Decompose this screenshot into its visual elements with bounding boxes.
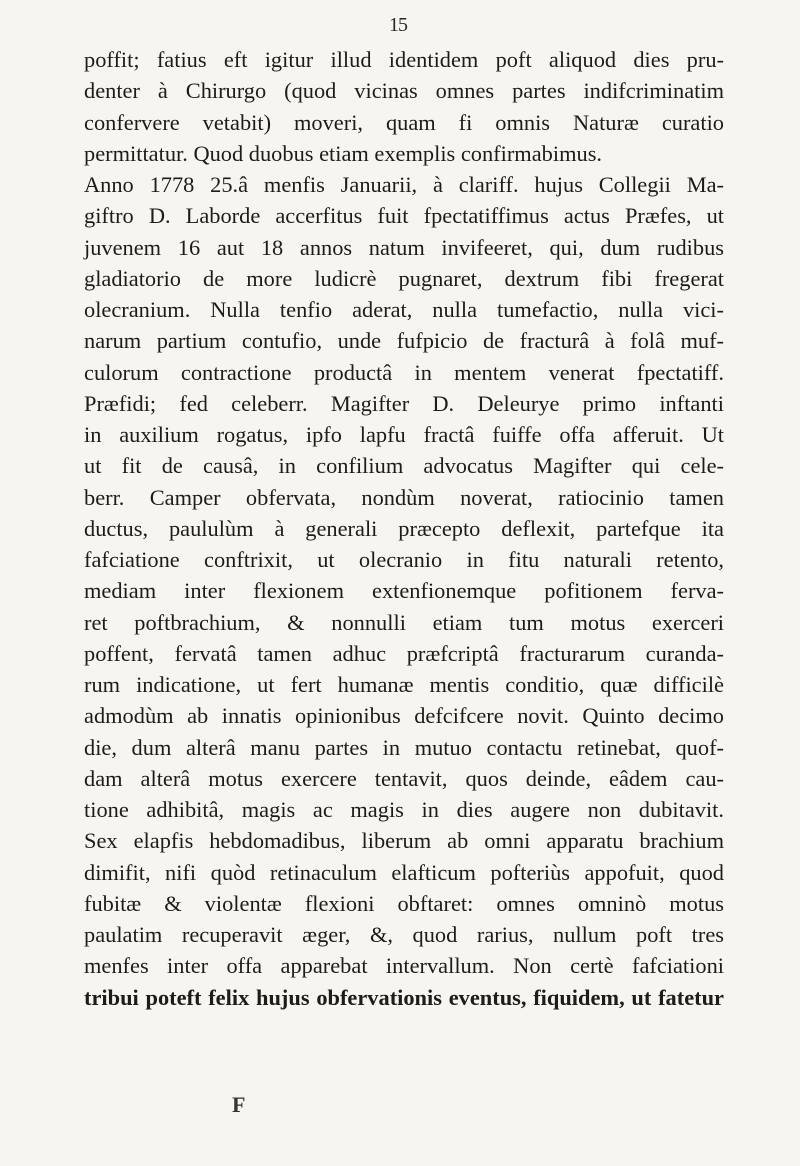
text-line: Præfidi; fed celeberr. Magifter D. Deleurye primo inftanti bbox=[84, 390, 724, 416]
text-line: in auxilium rogatus, ipfo lapfu fractâ fuiffe offa afferuit. Ut bbox=[84, 422, 724, 447]
body-text bbox=[84, 44, 724, 1013]
text-line: mediam inter flexionem extenfionemque pofitionem ferva- bbox=[84, 578, 724, 604]
text-line: ut fit de causâ, in confilium advocatus Magifter qui cele- bbox=[84, 453, 724, 479]
text-line: narum partium contufio, unde fufpicio de fracturâ à folâ muf- bbox=[84, 328, 724, 354]
text-line: Sex elapfis hebdomadibus, liberum ab omni apparatu brachium bbox=[84, 828, 724, 854]
signature-mark: F bbox=[232, 1092, 246, 1117]
text-line: permittatur. Quod duobus etiam exemplis confirmabimus. bbox=[84, 140, 603, 166]
text-line: admodùm ab innatis opinionibus defcifcere novit. Quinto decimo bbox=[84, 703, 724, 729]
page-number: 15 bbox=[389, 14, 407, 36]
text-line: dimifit, nifi quòd retinaculum elafticum pofteriùs appofuit, quod bbox=[84, 859, 724, 885]
text-line: gladiatorio de more ludicrè pugnaret, dextrum fibi fregerat bbox=[84, 265, 724, 291]
text-line: giftro D. Laborde accerfitus fuit fpectatiffimus actus Præfes, ut bbox=[84, 203, 724, 229]
text-line: die, dum alterâ manu partes in mutuo contactu retinebat, quof- bbox=[84, 734, 724, 760]
text-line: paulatim recuperavit æger, &, quod rarius, nullum poft tres bbox=[84, 922, 724, 947]
text-line: menfes inter offa apparebat intervallum. Non certè fafciationi bbox=[84, 953, 724, 979]
text-line: juvenem 16 aut 18 annos natum invifeeret, qui, dum rudibus bbox=[84, 234, 724, 260]
text-line: ductus, paululùm à generali præcepto deflexit, partefque ita bbox=[84, 515, 724, 541]
text-line: berr. Camper obfervata, nondùm noverat, ratiocinio tamen bbox=[84, 484, 724, 510]
text-line: confervere vetabit) moveri, quam fi omnis Naturæ curatio bbox=[84, 109, 724, 135]
text-line: fubitæ & violentæ flexioni obftaret: omnes omninò motus bbox=[84, 890, 724, 916]
text-line: culorum contractione productâ in mentem venerat fpectatiff. bbox=[84, 359, 724, 385]
text-line: olecranium. Nulla tenfio aderat, nulla tumefactio, nulla vici- bbox=[84, 297, 724, 322]
text-line: denter à Chirurgo (quod vicinas omnes partes indifcriminatim bbox=[84, 78, 724, 104]
text-line: tribui poteft felix hujus obfervationis eventus, fiquidem, ut fatetur bbox=[84, 984, 724, 1010]
text-line: rum indicatione, ut fert humanæ mentis conditio, quæ difficilè bbox=[84, 672, 724, 697]
text-line: tione adhibitâ, magis ac magis in dies augere non dubitavit. bbox=[84, 797, 724, 822]
text-line: poffit; fatius eft igitur illud identidem poft aliquod dies pru- bbox=[84, 47, 724, 72]
text-line: Anno 1778 25.â menfis Januarii, à clariff. hujus Collegii Ma- bbox=[84, 172, 724, 197]
text-line: poffent, fervatâ tamen adhuc præfcriptâ fracturarum curanda- bbox=[84, 640, 724, 666]
text-line: ret poftbrachium, & nonnulli etiam tum motus exerceri bbox=[84, 609, 724, 635]
text-line: dam alterâ motus exercere tentavit, quos deinde, eâdem cau- bbox=[84, 765, 724, 791]
text-line: fafciatione conftrixit, ut olecranio in fitu naturali retento, bbox=[84, 547, 724, 572]
